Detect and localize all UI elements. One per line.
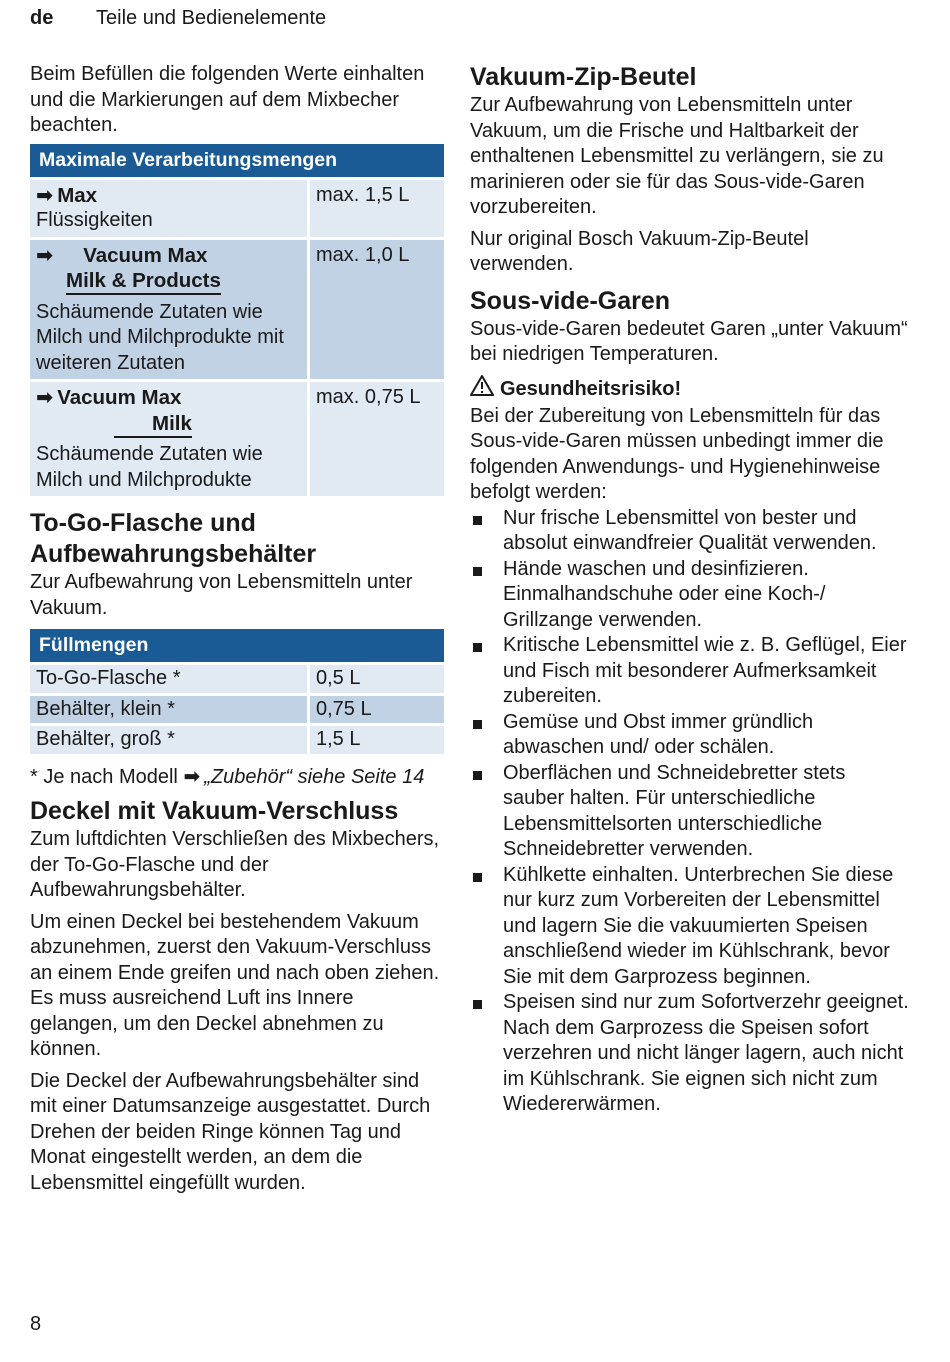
table-row: [30, 696, 444, 724]
warning-text: Bei der Zubereitung von Lebensmitteln für das Sous-vide-Garen müssen unbedingt immer die folgenden Anwendungs- und Hygienehinweise befolgt werden:: [470, 404, 884, 503]
arrow-right-icon: ➡: [183, 765, 201, 788]
zip-paragraph-2: Nur original Bosch Vakuum-Zip-Beutel verwenden.: [470, 227, 809, 275]
bullet-square-icon: [473, 771, 482, 780]
warning-label: Gesundheitsrisiko!: [500, 377, 682, 400]
togo-paragraph: Zur Aufbewahrung von Lebensmitteln unter Vakuum.: [30, 571, 413, 619]
sous-vide-paragraph: Sous-vide-Garen bedeutet Garen „unter Vakuum“ bei niedrigen Temperaturen.: [470, 317, 908, 365]
page-number: 8: [30, 1313, 42, 1335]
table-cell-label: Behälter, klein *: [30, 696, 307, 724]
list-item: Nur frische Lebensmittel von bester und absolut einwandfreier Qualität verwenden.: [470, 506, 910, 557]
table-cell-value: max. 1,0 L: [310, 240, 444, 380]
list-item: Kritische Lebensmittel wie z. B. Geflügel, Eier und Fisch mit besonderer Aufmerksamkeit zubereiten.: [470, 633, 910, 710]
footnote-prefix: * Je nach Modell: [30, 765, 178, 788]
table-header: Maximale Verarbeitungsmengen: [30, 144, 444, 177]
table-row: [30, 726, 444, 754]
heading-deckel: Deckel mit Vakuum-Verschluss: [30, 797, 399, 825]
table-cell-value: max. 0,75 L: [310, 382, 444, 496]
program-name: Max: [57, 183, 98, 207]
arrow-right-icon: ➡: [36, 386, 54, 409]
table-cell-program: [30, 382, 307, 496]
left-column: [30, 62, 444, 1196]
language-code: de: [30, 7, 54, 29]
max-quantities-table: [30, 144, 444, 497]
table-row: [30, 240, 444, 380]
hygiene-list: [470, 506, 910, 1118]
table-cell-value: max. 1,5 L: [310, 180, 444, 237]
deckel-paragraph-1: Zum luftdichten Verschließen des Mixbechers, der To-Go-Flasche und der Aufbewahrungsbehälter.: [30, 828, 440, 901]
program-description: Schäumende Zutaten wie Milch und Milchprodukte: [36, 443, 263, 491]
program-subname-wrap: [36, 411, 301, 437]
program-label: [36, 385, 301, 411]
program-description: Schäumende Zutaten wie Milch und Milchprodukte mit weiteren Zutaten: [36, 300, 284, 374]
list-item: Speisen sind nur zum Sofortverzehr geeignet. Nach dem Garprozess die Speisen sofort verzehren und nicht länger lagern, auch nicht im Kühlschrank. Sie eignen sich nicht zum Wiedererwärmen.: [470, 990, 910, 1118]
table-row: [30, 180, 444, 237]
bullet-square-icon: [473, 643, 482, 652]
program-label: [36, 243, 301, 269]
section-title: Teile und Bedienelemente: [96, 7, 327, 29]
list-item: Gemüse und Obst immer gründlich abwaschen und/ oder schälen.: [470, 710, 910, 761]
heading-zip: Vakuum-Zip-Beutel: [470, 63, 697, 91]
table-cell-label: Behälter, groß *: [30, 726, 307, 754]
footnote: [30, 765, 444, 791]
list-item: Kühlkette einhalten. Unterbrechen Sie diese nur kurz zum Vorbereiten der Lebensmittel und lagern Sie die vakuumierten Speisen anschließend wieder im Kühlschrank, bevor Sie mit dem Garprozess beginnen.: [470, 863, 910, 991]
table-cell-value: 0,5 L: [310, 665, 444, 693]
table-row: [30, 665, 444, 693]
fill-quantities-table: [30, 629, 444, 754]
arrow-right-icon: ➡: [36, 243, 54, 267]
bullet-square-icon: [473, 1000, 482, 1009]
right-column: [470, 62, 910, 1118]
arrow-right-icon: ➡: [36, 183, 54, 207]
deckel-paragraph-3: Die Deckel der Aufbewahrungsbehälter sind mit einer Datumsanzeige ausgestattet. Durch Drehen der beiden Ringe können Tag und Monat eingestellt werden, an dem die Lebensmittel eingefüllt wurden.: [30, 1069, 431, 1194]
bullet-square-icon: [473, 567, 482, 576]
table-cell-value: 0,75 L: [310, 696, 444, 724]
heading-sous-vide: Sous-vide-Garen: [470, 286, 671, 315]
program-name: Vacuum Max: [83, 243, 208, 267]
table-cell-value: 1,5 L: [310, 726, 444, 754]
table-cell-program: [30, 240, 307, 380]
table-cell-label: To-Go-Flasche *: [30, 665, 307, 693]
program-description: Flüssigkeiten: [36, 209, 153, 231]
table-cell-program: [30, 180, 307, 237]
bullet-square-icon: [473, 720, 482, 729]
intro-paragraph: Beim Befüllen die folgenden Werte einhalten und die Markierungen auf dem Mixbecher beachten.: [30, 63, 425, 136]
zip-paragraph-1: Zur Aufbewahrung von Lebensmitteln unter Vakuum, um die Frische und Haltbarkeit der enthaltenen Lebensmittel zu verlängern, sie zu marinieren oder sie für das Sous-vide-Garen vorzubereiten.: [470, 94, 884, 218]
warning-heading: [470, 374, 910, 404]
footnote-reference-link[interactable]: „Zubehör“ siehe Seite 14: [204, 765, 425, 788]
bullet-square-icon: [473, 516, 482, 525]
bullet-square-icon: [473, 873, 482, 882]
table-header: Füllmengen: [30, 629, 444, 662]
program-name: Vacuum Max: [57, 386, 182, 409]
warning-triangle-icon: [470, 374, 500, 404]
deckel-paragraph-2: Um einen Deckel bei bestehendem Vakuum abzunehmen, zuerst den Vakuum-Verschluss an einem Ende greifen und nach oben ziehen. Es muss ausreichend Luft ins Innere gelangen, um den Deckel abnehmen zu können.: [30, 910, 440, 1060]
table-row: [30, 382, 444, 496]
program-subname: Milk: [114, 412, 192, 438]
heading-togo: To-Go-Flasche und Aufbewahrungsbehälter: [30, 509, 317, 568]
list-item: Oberflächen und Schneidebretter stets sauber halten. Für unterschiedliche Lebensmittelsorten unterschiedliche Schneidebretter verwenden.: [470, 761, 910, 863]
list-item: Hände waschen und desinfizieren. Einmalhandschuhe oder eine Koch-/ Grillzange verwenden.: [470, 557, 910, 634]
program-subname: Milk & Products: [66, 269, 221, 295]
program-subname-wrap: [36, 268, 301, 294]
program-label: [36, 183, 301, 209]
